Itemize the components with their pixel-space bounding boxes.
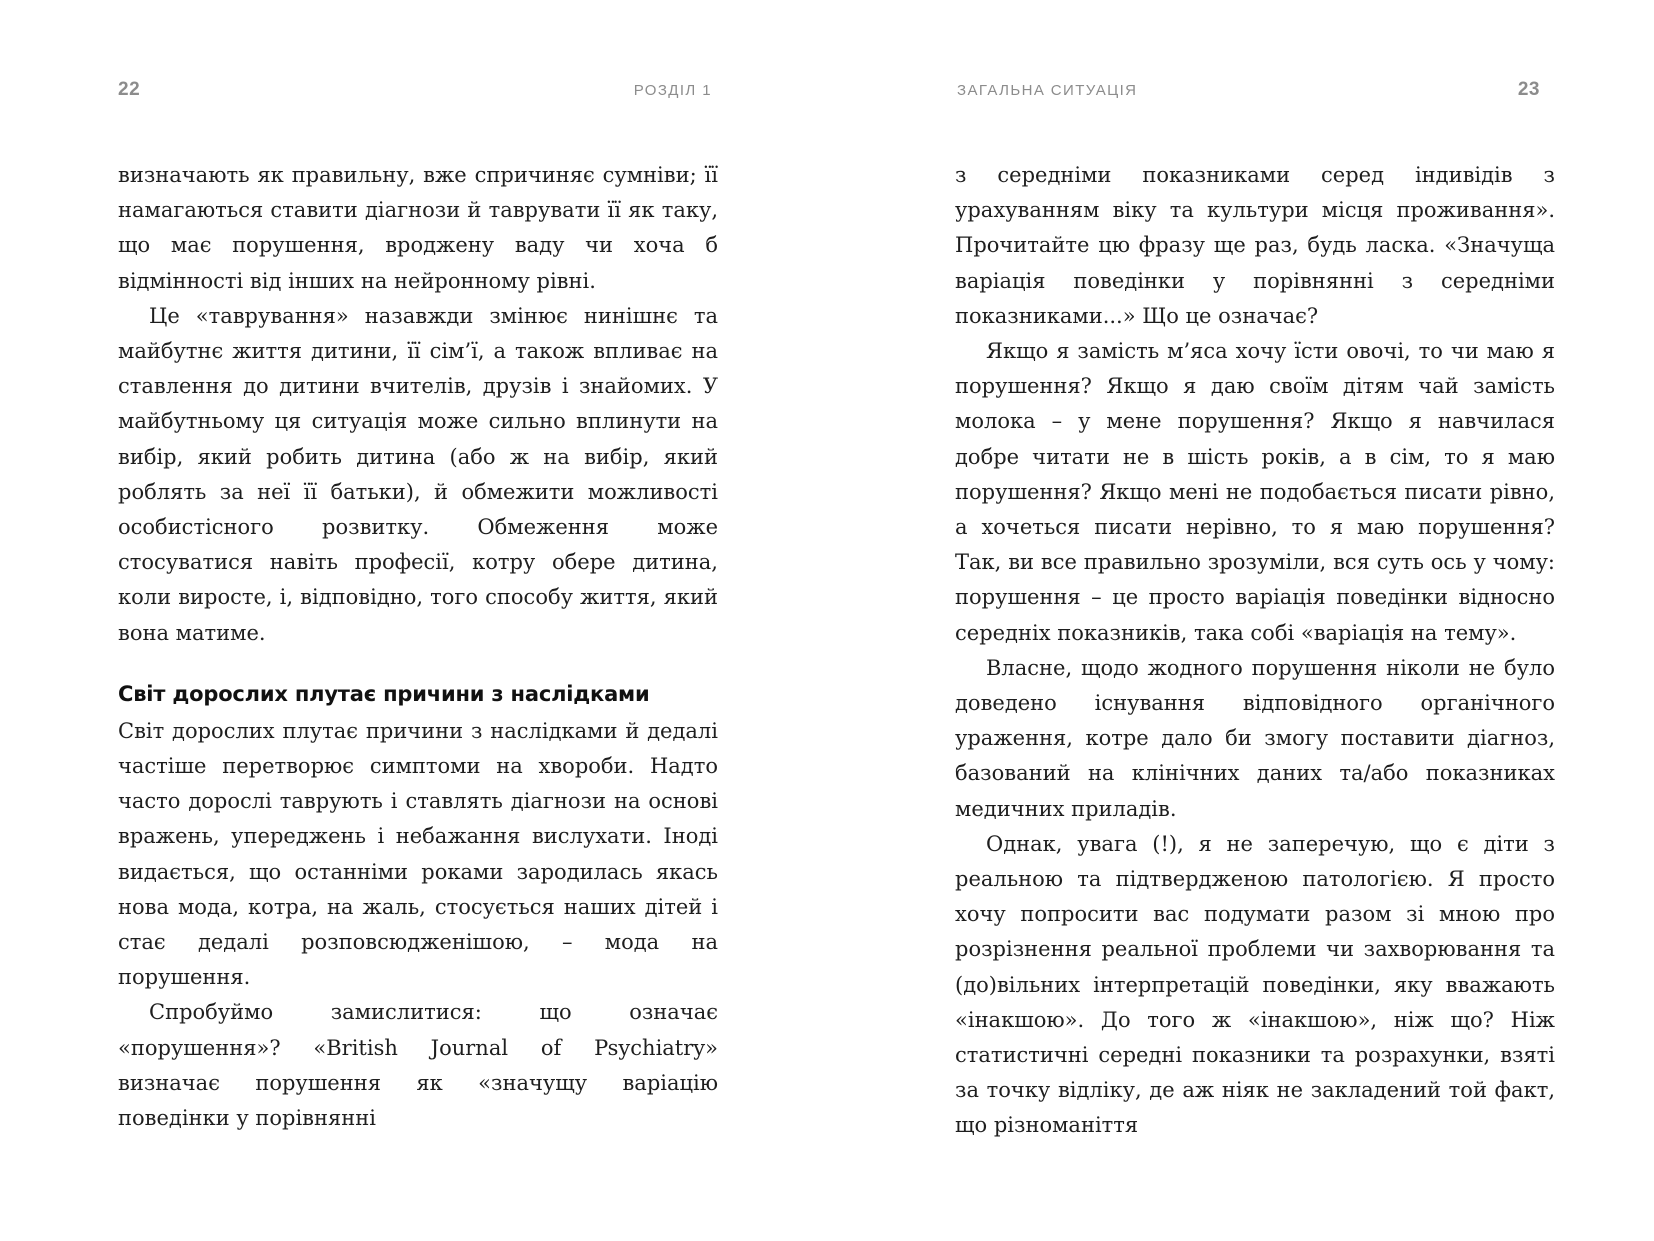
page-number: 23	[1517, 79, 1540, 100]
paragraph: Власне, щодо жодного порушення ніколи не було доведено існування відповідного органічного ураження, котре дало би змогу поставити діагноз, базований на клінічних даних та/або показниках медичних приладів.	[955, 655, 1555, 821]
section-heading: Світ дорослих плутає причини з наслідками	[118, 681, 650, 706]
right-body-text	[955, 158, 1555, 1144]
running-head: ЗАГАЛЬНА СИТУАЦІЯ	[957, 82, 1138, 99]
paragraph: Однак, увага (!), я не заперечую, що є діти з реальною та підтвердженою патологією. Я просто хочу попросити вас подумати разом зі мною про розрізнення реальної проблеми чи захворювання та (до)вільних інтерпретацій поведінки, яку вважають «інакшою». До того ж «інакшою», ніж що? Ніж статистичні середні показники та розрахунки, взяті за точку відліку, де аж ніяк не закладений той факт, що різноманіття	[955, 831, 1555, 1138]
paragraph: визначають як правильну, вже спричиняє сумніви; її намагаються ставити діагнози й таврувати її як таку, що має порушення, вроджену ваду чи хоча б відмінності від інших на нейронному рівні.	[118, 163, 718, 293]
left-body-text	[118, 158, 718, 1136]
page-number: 22	[118, 79, 141, 100]
running-head: РОЗДІЛ 1	[633, 82, 712, 99]
paragraph: Це «таврування» назавжди змінює нинішнє та майбутнє життя дитини, її сім’ї, а також впливає на ставлення до дитини вчителів, друзів і знайомих. У майбутньому ця ситуація може сильно вплинути на вибір, який робить дитина (або ж на вибір, який роблять за неї її батьки), й обмежити можливості особистісного розвитку. Обмеження може стосуватися навіть професії, котру обере дитина, коли виросте, і, відповідно, того способу життя, який вона матиме.	[118, 303, 718, 645]
paragraph: з середніми показниками серед індивідів з урахуванням віку та культури місця проживання». Прочитайте цю фразу ще раз, будь ласка. «Значуща варіація поведінки у порівнянні з середніми показниками...» Що це означає?	[955, 163, 1555, 328]
paragraph: Спробуймо замислитися: що означає «порушення»? «British Journal of Psychiatry» визначає порушення як «значущу варіацію поведінки у порівнянні	[118, 1000, 718, 1131]
paragraph: Світ дорослих плутає причини з наслідками й дедалі частіше перетворює симптоми на хвороби. Надто часто дорослі таврують і ставлять діагнози на основі вражень, упереджень і небажання вислухати. Іноді видається, що останніми роками зародилась якась нова мода, котра, на жаль, стосується наших дітей і стає дедалі розповсюдженішою, – мода на порушення.	[118, 718, 718, 990]
paragraph: Якщо я замість м’яса хочу їсти овочі, то чи маю я порушення? Якщо я даю своїм дітям чай замість молока – у мене порушення? Якщо я навчилася добре читати не в шість років, а в сім, то я маю порушення? Якщо мені не подобається писати рівно, а хочеться писати нерівно, то я маю порушення? Так, ви все правильно зрозуміли, вся суть ось у чому: порушення – це просто варіація поведінки відносно середніх показників, така собі «варіація на тему».	[955, 339, 1555, 645]
right-page	[827, 0, 1654, 1241]
